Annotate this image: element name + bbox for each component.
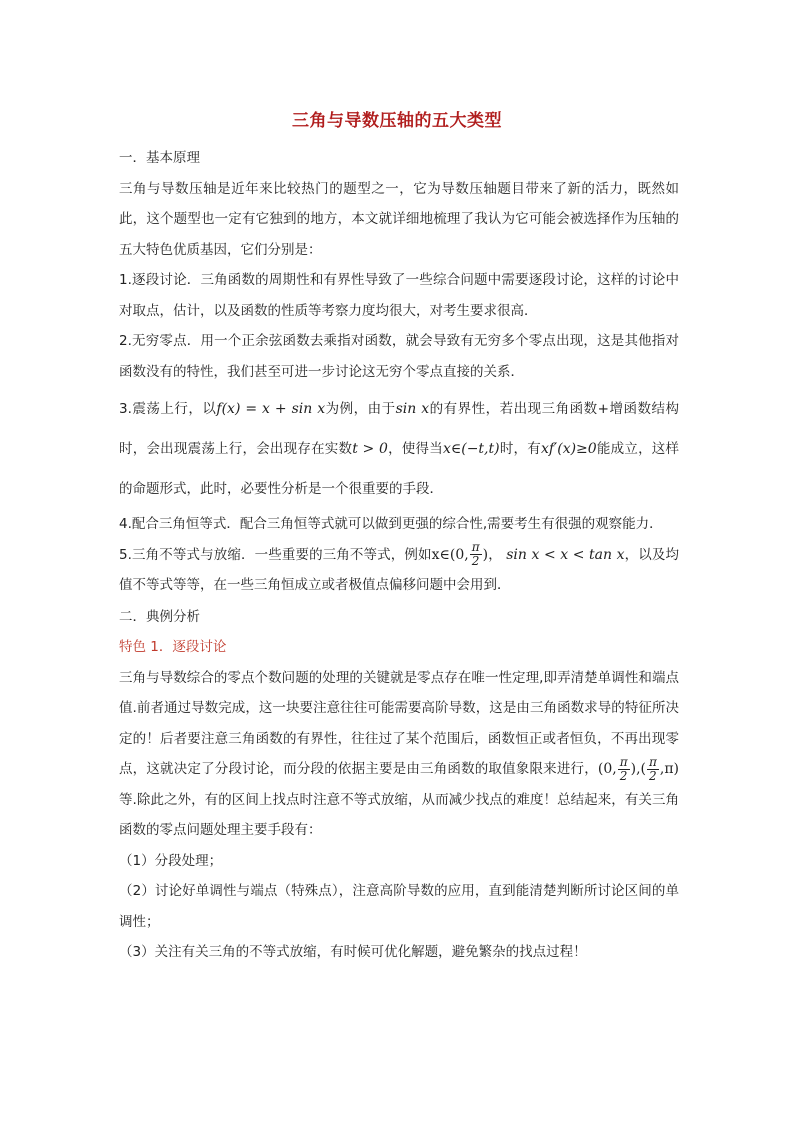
feature-1-paragraph xyxy=(119,663,679,846)
item-1-paragraph: 1.逐段讨论．三角函数的周期性和有界性导致了一些综合问题中需要逐段讨论，这样的讨论中对取点，估计，以及函数的性质等考察力度均很大，对考生要求很高． xyxy=(119,272,679,319)
item-3-text-e: 时，有 xyxy=(499,441,541,457)
item-3-paragraph xyxy=(119,389,679,509)
item-3-text-b: 为例，由于 xyxy=(325,401,396,417)
fraction-denominator: 2 xyxy=(471,554,480,568)
section-heading-basic-principles: 一．基本原理 xyxy=(119,150,200,166)
item-2-paragraph: 2.无穷零点．用一个正余弦函数去乘指对函数，就会导致有无穷多个零点出现，这是其他指对函数没有的特性，我们甚至可进一步讨论这无穷个零点直接的关系． xyxy=(119,333,679,380)
interval-2-pi-over-2 xyxy=(647,756,659,783)
method-point-2: （2）讨论好单调性与端点（特殊点），注意高阶导数的应用，直到能清楚判断所讨论区间的单调性； xyxy=(119,883,679,930)
item-5-text-a: 5.三角不等式与放缩．一些重要的三角不等式，例如 xyxy=(119,546,432,563)
item-3-sinx: sin x xyxy=(395,401,430,417)
fraction-denominator: 2 xyxy=(619,768,628,783)
method-point-1: （1）分段处理； xyxy=(119,852,223,869)
item-3-function-formula: f(x) = x + sin x xyxy=(216,401,326,417)
interval-1-open: (0, xyxy=(597,761,617,777)
document-title: 三角与导数压轴的五大类型 xyxy=(292,111,502,131)
item-5-text-b: ，以及均值不等式等等，在一些三角恒成立或者极值点偏移问题中会用到． xyxy=(119,546,679,593)
item-5-interval-open: x∈(0, xyxy=(431,546,469,563)
item-3-inequality: xf′(x)≥0 xyxy=(540,441,597,457)
item-3-t-condition: t > 0 xyxy=(352,441,388,457)
interval-1-pi-over-2 xyxy=(618,756,630,783)
item-3-text-d: ，使得当 xyxy=(387,441,443,457)
intro-paragraph: 三角与导数压轴是近年来比较热门的题型之一，它为导数压轴题目带来了新的活力，既然如此，这个题型也一定有它独到的地方，本文就详细地梳理了我认为它可能会被选择作为压轴的五大特色优质基因，它们分别是： xyxy=(119,180,679,258)
item-3-text-f: 能成立，这样的命题形式，此时，必要性分析是一个很重要的手段． xyxy=(119,441,680,497)
fraction-numerator: π xyxy=(648,754,657,769)
feature-1-text-a: 三角与导数综合的零点个数问题的处理的关键就是零点存在唯一性定理,即弄清楚单调性和端点值.前者通过导数完成，这一块要注意往往可能需要高阶导数，这是由三角函数求导的特征所决定的！后者要注意三角函数的有界性，往往过了某个范围后，函数恒正或者恒负，不再出现零点，这就决定了分段讨论，而分段的依据主要是由三角函数的取值象限来进行， xyxy=(119,669,679,777)
section-heading-example-analysis: 二．典例分析 xyxy=(119,608,200,625)
item-5-trig-inequality: sin x < x < tan x xyxy=(506,546,625,563)
method-point-3: （3）关注有关三角的不等式放缩，有时候可优化解题，避免繁杂的找点过程！ xyxy=(119,944,587,960)
interval-2-close: ,π) xyxy=(659,761,679,777)
item-4-paragraph: 4.配合三角恒等式．配合三角恒等式就可以做到更强的综合性,需要考生有很强的观察能力． xyxy=(119,516,663,532)
interval-1-close: ),( xyxy=(630,761,646,777)
item-3-text-a: 3.震荡上行，以 xyxy=(119,401,217,417)
item-5-paragraph: 5.三角不等式与放缩．一些重要的三角不等式，例如x∈(0, $\frac{\pi}{2}$ )， sin x < x < tan x，以及均值不等式等等，在一些三角恒成立或者极值点偏移问题中会用到． xyxy=(119,540,679,593)
item-3-text-c: 的有界性，若出现三角函数+增函数结构时，会出现震荡上行，会出现存在实数 xyxy=(119,401,680,457)
item-5-interval-close: ) xyxy=(482,546,489,563)
fraction-numerator: π xyxy=(471,540,480,554)
feature-1-heading: 特色 1．逐段讨论 xyxy=(119,639,227,655)
fraction-denominator: 2 xyxy=(648,768,657,783)
fraction-numerator: π xyxy=(619,754,628,769)
document-body xyxy=(119,143,679,968)
feature-1-text-b: 等.除此之外，有的区间上找点时注意不等式放缩，从而减少找点的难度！总结起来，有关三角函数的零点问题处理主要手段有： xyxy=(119,791,679,838)
item-3-interval: x∈(−t,t) xyxy=(442,441,500,457)
item-5-pi-over-2 xyxy=(470,541,482,568)
